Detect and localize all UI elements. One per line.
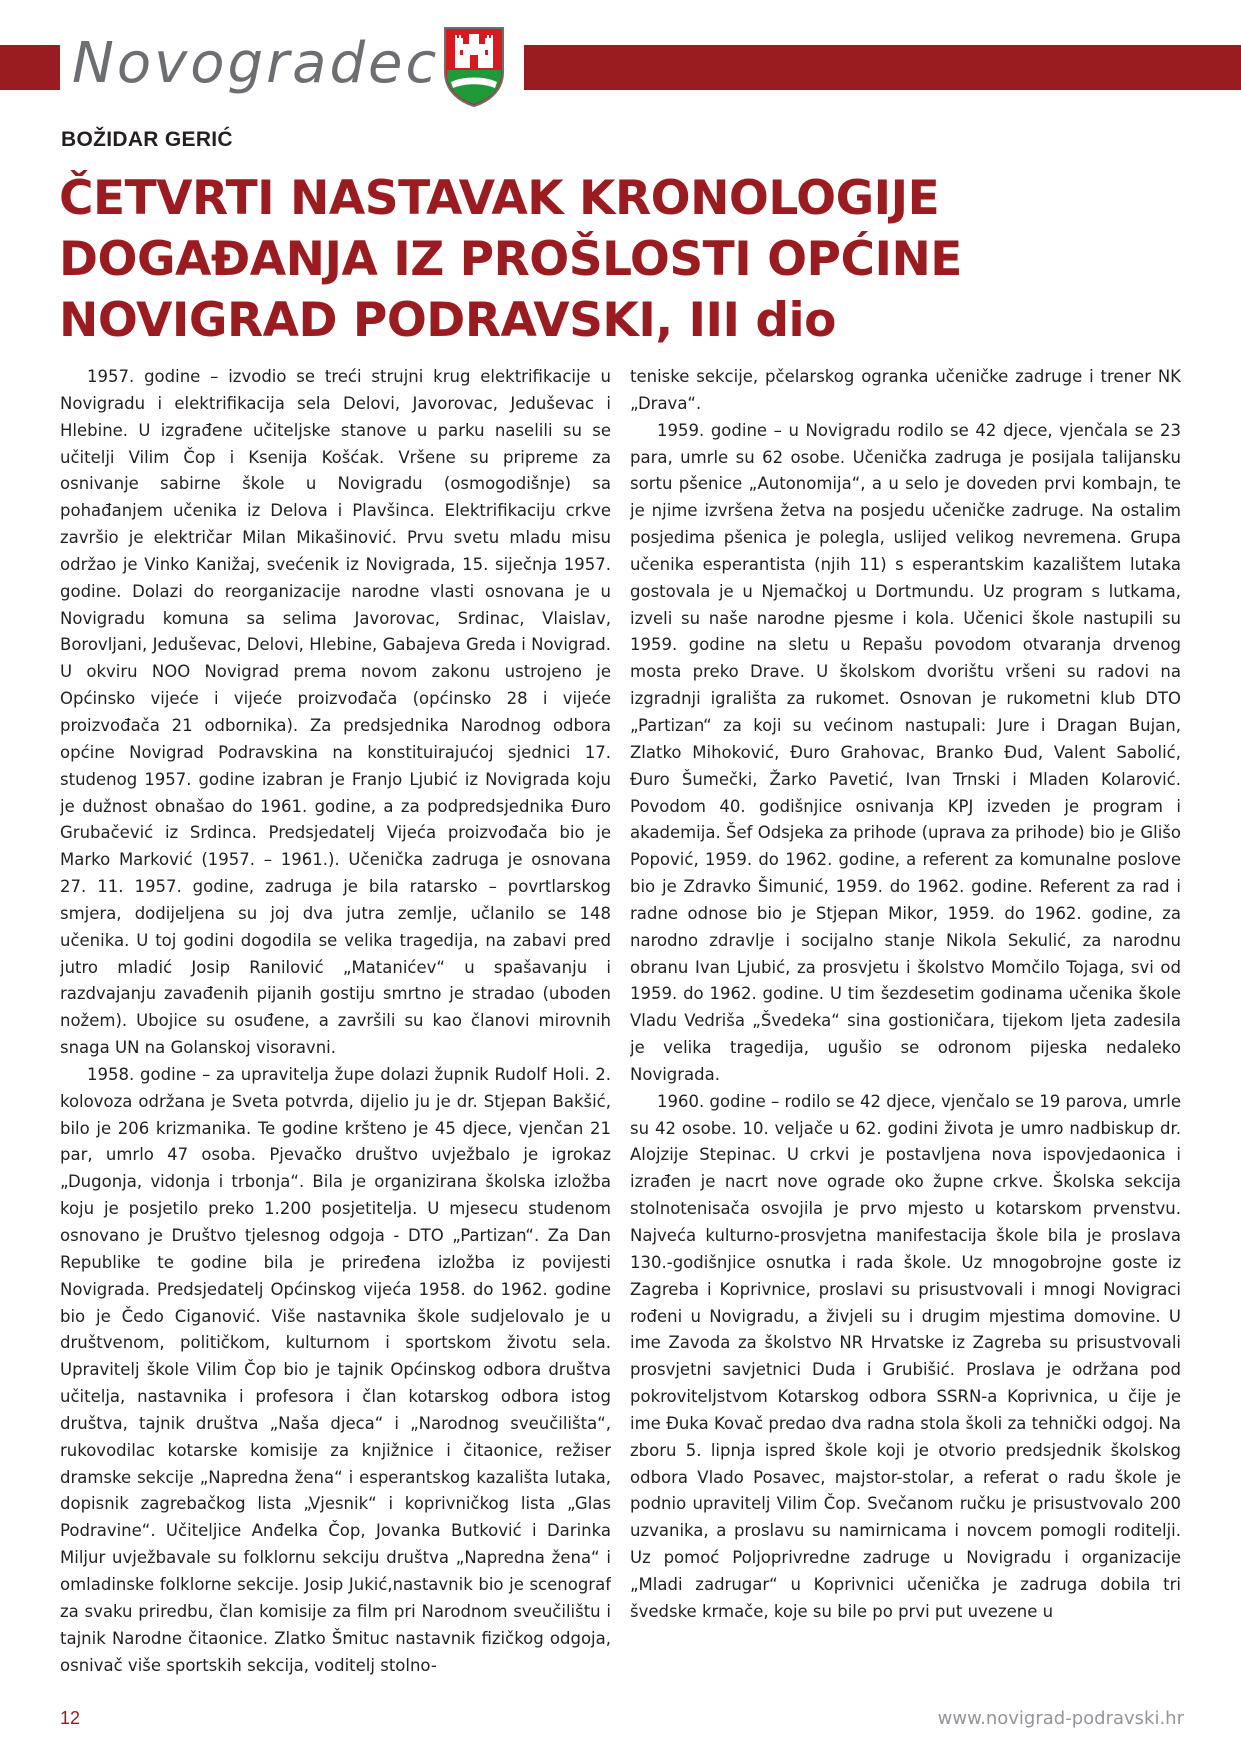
title-line: NOVIGRAD PODRAVSKI, III dio — [59, 293, 836, 348]
header-bar-right — [524, 45, 1241, 90]
page-number: 12 — [60, 1708, 81, 1728]
paragraph-1957: 1957. godine – izvodio se treći strujni krug elektrifikacije u Novigradu i elektrifikacija sela Delovi, Javorovac, Jeduševac i Hlebine. U izgrađene učiteljske stanove u parku naselili su se učitelji Vilim Čop i Ksenija Košćak. Vršene su pripreme za osnivanje sabirne škole u Novigradu (osmogodišnje) sa pohađanjem učenika iz Delova i Plavšinca. Elektrifikaciju crkve završio je električar Milan Mikašinović. Prvu svetu mladu misu održao je Vinko Kanižaj, svećenik iz Novigrada, 15. siječnja 1957. godine. Dolazi do reorganizacije narodne vlasti osnovana je u Novigradu komuna sa selima Javorovac, Srdinac, Vlaislav, Borovljani, Jeduševac, Delovi, Hlebine, Gabajeva Greda i Novigrad. U okviru NOO Novigrad prema novom zakonu ustrojeno je Općinsko vijeće i vijeće proizvođača (općinsko 28 i vijeće proizvođača 21 odbornika). Za predsjednika Narodnog odbora općine Novigrad Podravskina na konstituirajućoj sjednici 17. studenog 1957. godine izabran je Franjo Ljubić iz Novigrada koju je dužnost obnašao do 1961. godine, a za podpredsjednika Đuro Grubačević iz Srdinca. Predsjedatelj Vijeća proizvođača bio je Marko Marković (1957. – 1961.). Učenička zadruga je osnovana 27. 11. 1957. godine, zadruga je bila ratarsko – povrtlarskog smjera, dodijeljena su joj dva jutra zemlje, učlanilo se 148 učenika. U toj godini dogodila se velika tragedija, na zabavi pred jutro mladić Josip Ranilović „Matanićev“ u spašavanju i razdvajanju zavađenih pijanih gostiju smrtno je stradao (uboden nožem). Ubojice su osuđene, a završili su kao članovi mirovnih snaga UN na Golanskoj visoravni. — [60, 367, 611, 1058]
paragraph-1958: 1958. godine – za upravitelja župe dolazi župnik Rudolf Holi. 2. kolovoza održana je Sveta potvrda, dijelio ju je dr. Stjepan Bakšić, bilo je 206 krizmanika. Te godine kršteno je 45 djece, vjenčan 21 par, umrlo 47 osoba. Pjevačko društvo uvježbalo je igrokaz „Dugonja, vidonja i trbonja“. Bila je organizirana školska izložba koju je posjetilo preko 1.200 posjetitelja. U mjesecu studenom osnovano je Društvo tjelesnog odgoja - DTO „Partizan“. Za Dan Republike te godine bila je priređena izložba iz povijesti Novigrada. Predsjedatelj Općinskog vijeća 1958. do 1962. godine bio je Čedo Ciganović. Više nastavnika škole sudjelovalo je u društvenom, političkom, kulturnom i sportskom životu sela. Upravitelj škole Vilim Čop bio je tajnik Općinskog odbora društva učitelja, nastavnika i profesora i član kotarskog odbora istog društva, tajnik društva „Naša djeca“ i „Narodnog sveučilišta“, rukovodilac kotarske komisije za knjižnice i čitaonice, režiser dramske sekcije „Napredna žena“ i esperantskog kazališta lutaka, dopisnik zagrebačkog lista „Vjesnik“ i koprivničkog lista „Glas Podravine“. Učiteljice Anđelka Čop, Jovanka Butković i Darinka Miljur uvježbavale su folklornu sekciju društva „Napredna žena“ i omladinske folklorne sekcije. Josip Jukić,nastavnik bio je scenograf za svaku priredbu, član komisije za film pri Narodnom sveučilištu i tajnik Narodne čitaonice. Zlatko Šmituc nastavnik fizičkog odgoja, osnivač više sportskih sekcija, voditelj stolno- — [60, 1064, 611, 1675]
title-line: DOGAĐANJA IZ PROŠLOSTI OPĆINE — [59, 232, 962, 287]
paragraph-continuation: teniske sekcije, pčelarskog ogranka učeničke zadruge i trener NK „Drava“. — [630, 367, 1181, 413]
website-url: www.novigrad-podravski.hr — [937, 1708, 1184, 1729]
paragraph-1959: 1959. godine – u Novigradu rodilo se 42 djece, vjenčala se 23 para, umrle su 62 osobe. Učenička zadruga je posijala talijansku sortu pšenice „Autonomija“, a u selo je doveden prvi kombajn, te je njime izvršena žetva na posjedu učeničke zadruge. Na ostalim posjedima pšenica je polegla, uslijed velikog nevremena. Grupa učenika esperantista (njih 11) s esperantskim kazalištem lutaka gostovala je u Njemačkoj u Dortmundu. Uz program s lutkama, izveli su naše narodne pjesme i kola. Učenici škole nastupili su 1959. godine na sletu u Repašu povodom otvaranja drvenog mosta preko Drave. U školskom dvorištu vršeni su radovi na izgradnji igrališta za rukomet. Osnovan je rukometni klub DTO „Partizan“ za koji su većinom nastupali: Jure i Dragan Bujan, Zlatko Mihoković, Đuro Grahovac, Branko Đud, Valent Sabolić, Đuro Šumečki, Žarko Pavetić, Ivan Trnski i Mladen Kolarović. Povodom 40. godišnjice osnivanja KPJ izveden je program i akademija. Šef Odsjeka za prihode (uprava za prihode) bio je Glišo Popović, 1959. do 1962. godine, a referent za komunalne poslove bio je Zdravko Šimunić, 1959. do 1962. godine. Referent za rad i radne odnose bio je Stjepan Mikor, 1959. do 1962. godine, za narodno zdravlje i socijalno stanje Nikola Sekulić, za narodnu obranu Ivan Ljubić, za prosvjetu i školstvo Momčilo Tojaga, svi od 1959. do 1962. godine. U tim šezdesetim godinama učenika škole Vladu Vedriša „Švedeka“ sina gostioničara, tijekom ljeta zadesila je velika tragedija, ugušio se odronom pijeska nedaleko Novigrada. — [630, 420, 1181, 1084]
masthead-title: Novogradec — [72, 31, 440, 96]
article-column-left — [60, 364, 611, 1694]
article-author: BOŽIDAR GERIĆ — [61, 128, 233, 151]
header-bar-left — [0, 45, 60, 90]
coat-of-arms-icon — [443, 26, 505, 108]
article-column-right — [630, 364, 1181, 1694]
title-line: ČETVRTI NASTAVAK KRONOLOGIJE — [59, 171, 940, 226]
article-title — [59, 168, 1179, 351]
paragraph-1960: 1960. godine – rodilo se 42 djece, vjenčalo se 19 parova, umrle su 42 osobe. 10. veljače u 62. godini života je umro nadbiskup dr. Alojzije Stepinac. U crkvi je postavljena nova ispovjedaonica i izrađen je nacrt nove ograde oko župne crkve. Školska sekcija stolnotenisača osvojila je prvo mjesto u kotarskom prvenstvu. Najveća kulturno-prosvjetna manifestacija škole bila je proslava 130.-godišnjice osnutka i rada škole. Uz mnogobrojne goste iz Zagreba i Koprivnice, proslavi su prisustvovali i mnogi Novigraci rođeni u Novigradu, a živjeli su i drugim mjestima domovine. U ime Zavoda za školstvo NR Hrvatske iz Zagreba su prisustvovali prosvjetni savjetnici Duda i Grubišić. Proslava je održana pod pokroviteljstvom Kotarskog odbora SSRN-a Koprivnica, u čije je ime Đuka Kovač predao dva radna stola školi za tehnički odgoj. Na zboru 5. lipnja ispred škole koji je otvorio predsjednik školskog odbora Vlado Posavec, majstor-stolar, a referat o radu škole je podnio upravitelj Vilim Čop. Svečanom ručku je prisustvovalo 200 uzvanika, a proslavu su namirnicama i novcem pomogli roditelji. Uz pomoć Poljoprivredne zadruge u Novigradu i organizacije „Mladi zadrugar“ u Koprivnici učenička je zadruga dobila tri švedske krmače, koje su bile po prvi put uvezene u — [630, 1091, 1181, 1621]
